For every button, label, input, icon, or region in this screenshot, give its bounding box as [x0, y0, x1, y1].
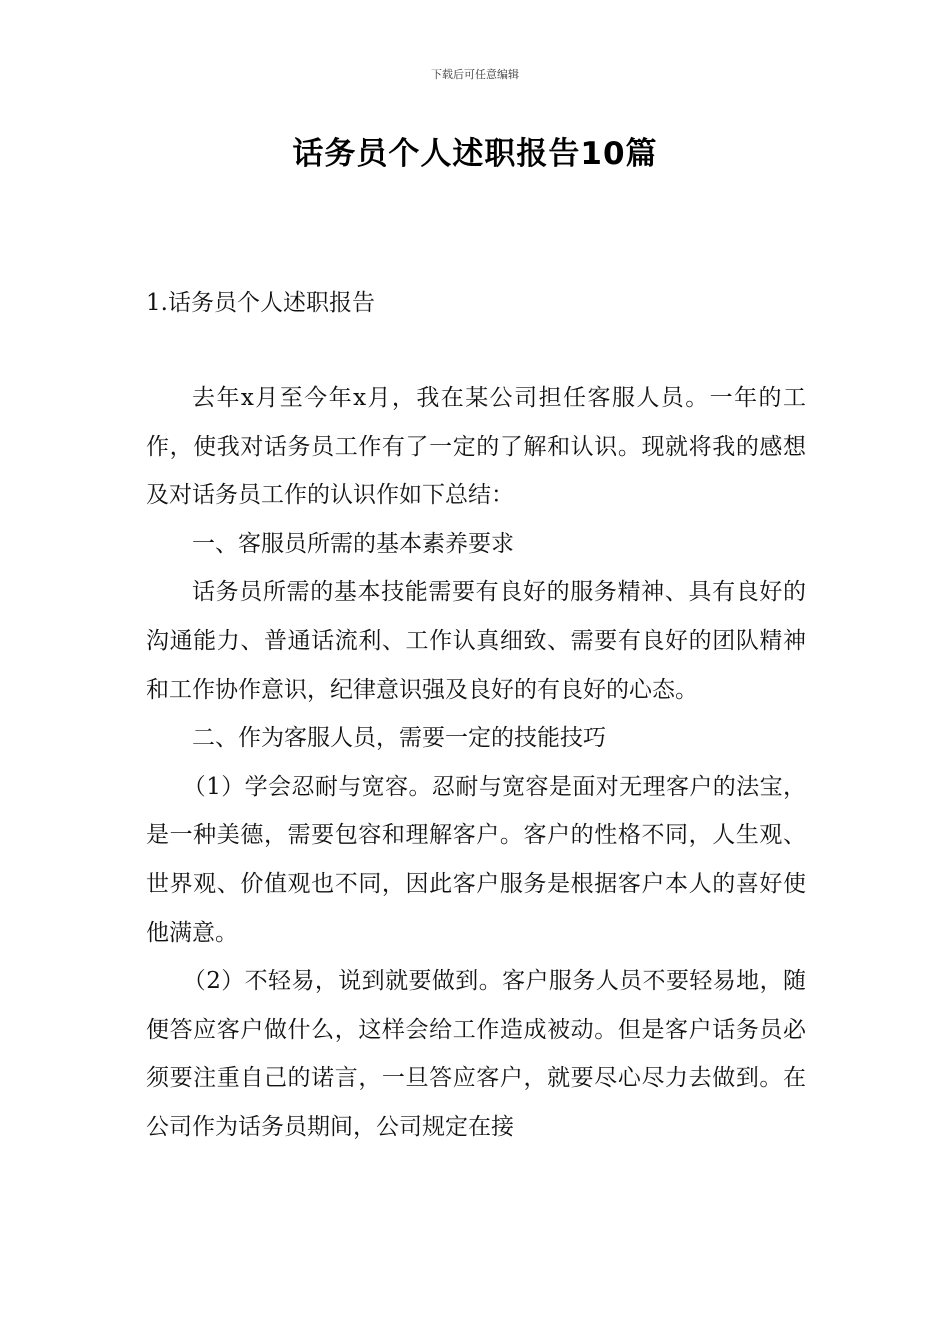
paragraph-intro: 去年x月至今年x月，我在某公司担任客服人员。一年的工作，使我对话务员工作有了一定的了解和认识。现就将我的感想及对话务员工作的认识作如下总结：	[146, 385, 806, 509]
section-heading: 1.话务员个人述职报告	[146, 290, 375, 316]
paragraph-item-1: （1）学会忍耐与宽容。忍耐与宽容是面对无理客户的法宝，是一种美德，需要包容和理解客户。客户的性格不同，人生观、世界观、价值观也不同，因此客户服务是根据客户本人的喜好使他满意。	[146, 773, 806, 946]
header-note: 下载后可任意编辑	[431, 68, 519, 81]
paragraph-heading-2: 二、作为客服人员，需要一定的技能技巧	[192, 725, 606, 752]
document-title: 话务员个人述职报告10篇	[292, 136, 658, 172]
paragraph-heading-1: 一、客服员所需的基本素养要求	[192, 530, 514, 557]
paragraph-skills: 话务员所需的基本技能需要有良好的服务精神、具有良好的沟通能力、普通话流利、工作认真细致、需要有良好的团队精神和工作协作意识，纪律意识强及良好的有良好的心态。	[146, 579, 806, 703]
paragraph-item-2: （2）不轻易，说到就要做到。客户服务人员不要轻易地，随便答应客户做什么，这样会给工作造成被动。但是客户话务员必须要注重自己的诺言，一旦答应客户，就要尽心尽力去做到。在公司作为话务员期间，公司规定在接	[146, 968, 806, 1140]
body-text	[146, 374, 806, 1152]
